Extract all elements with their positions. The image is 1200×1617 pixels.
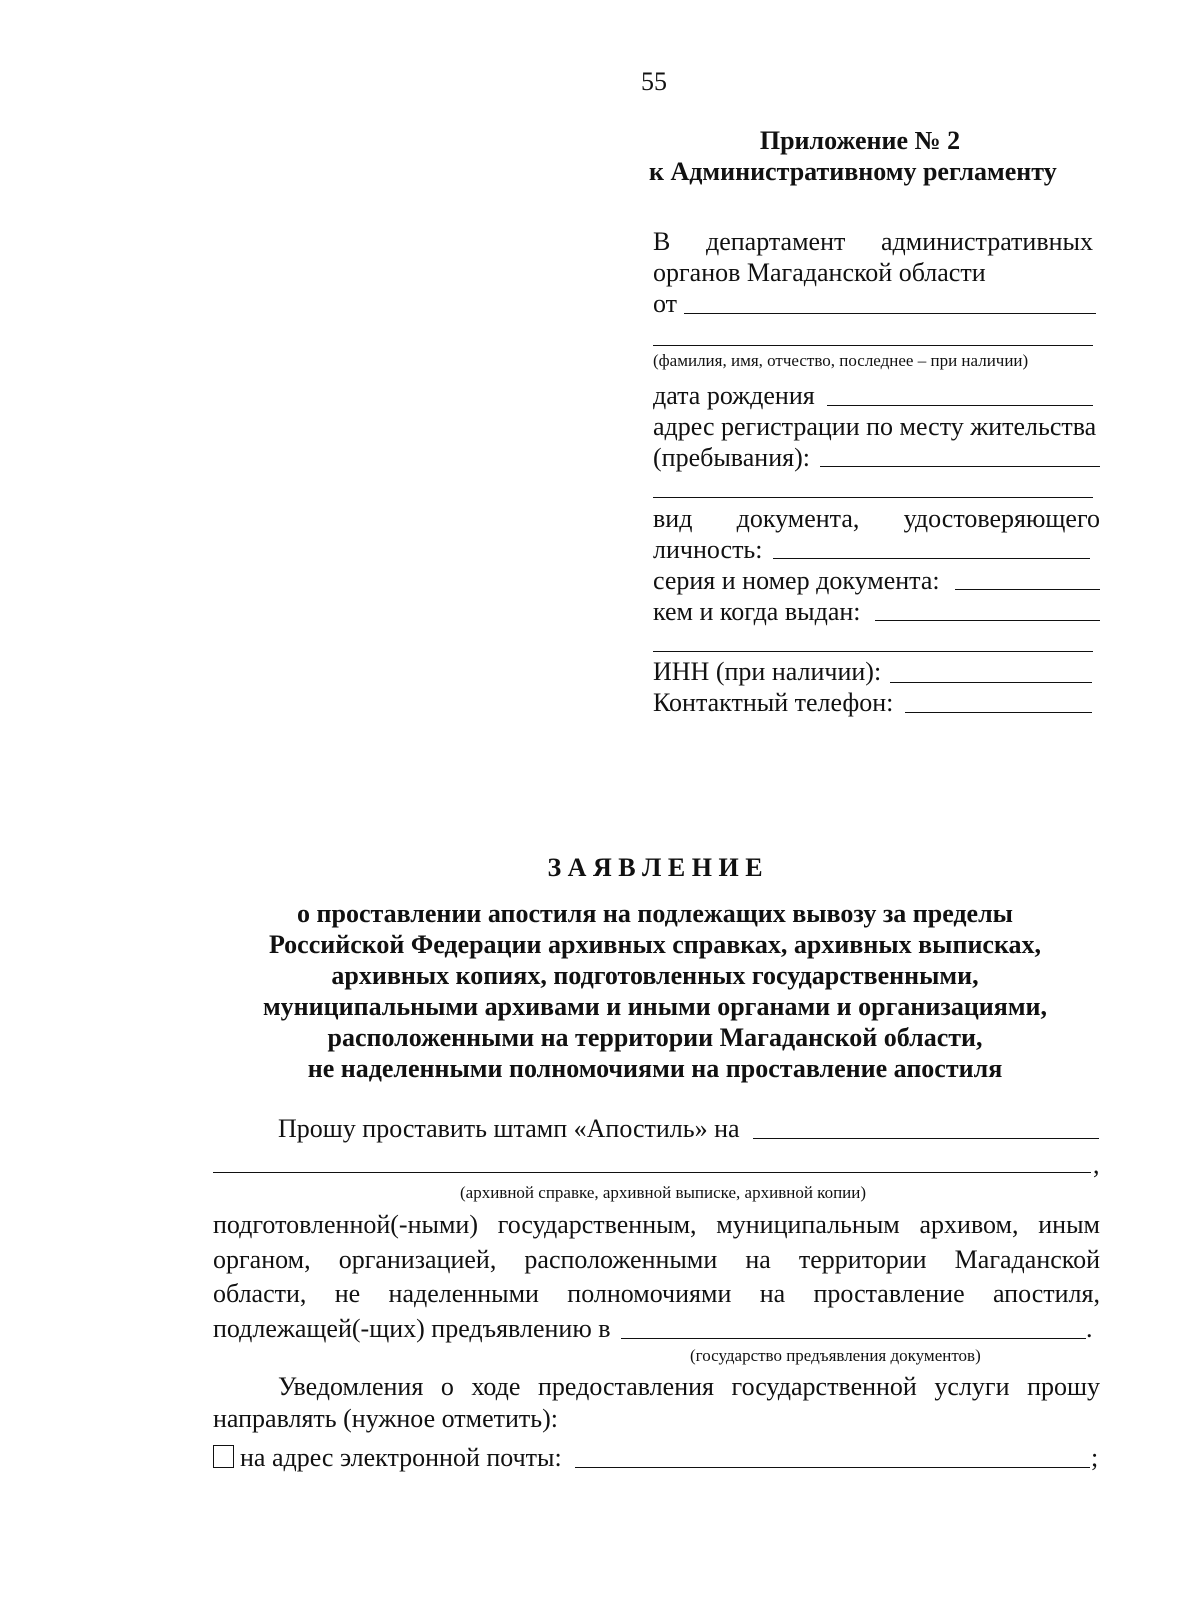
semicolon: ; <box>1091 1443 1099 1472</box>
statement-title-line-1: о проставлении апостиля на подлежащих вывозу за пределы <box>297 899 1013 928</box>
present-label: подлежащей(-щих) предъявлению в <box>213 1314 611 1343</box>
birth-date-field[interactable] <box>827 405 1093 406</box>
comma: , <box>1093 1150 1100 1179</box>
name-hint: (фамилия, имя, отчество, последнее – при наличии) <box>653 351 1029 370</box>
statement-title-line-6: не наделенными полномочиями на проставление апостиля <box>307 1054 1003 1083</box>
issued-field[interactable] <box>875 620 1100 621</box>
statement-title-line-4: муниципальными архивами и иными органами и организациями, <box>262 992 1048 1021</box>
notify-line-1: Уведомления о ходе предоставления государственной услуги прошу <box>278 1372 1100 1401</box>
request-text: Прошу проставить штамп «Апостиль» на <box>278 1114 740 1143</box>
addressee-to: В департамент административных <box>653 227 1093 256</box>
appendix-subtitle: к Административному регламенту <box>649 157 1057 186</box>
issued-label: кем и когда выдан: <box>653 597 861 626</box>
doc-series-field[interactable] <box>955 589 1100 590</box>
doc-type-label-2: личность: <box>653 535 763 564</box>
statement-title-line-2: Российской Федерации архивных справках, архивных выписках, <box>268 930 1042 959</box>
address-label: адрес регистрации по месту жительства <box>653 412 1097 441</box>
paragraph-line-2: органом, организацией, расположенными на территории Магаданской <box>213 1245 1100 1274</box>
issued-field-2[interactable] <box>653 651 1093 652</box>
phone-field[interactable] <box>905 712 1092 713</box>
document-field-2[interactable] <box>213 1172 1091 1173</box>
statement-title-line-3: архивных копиях, подготовленных государственными, <box>331 961 979 990</box>
address-field-2[interactable] <box>653 497 1093 498</box>
from-name-field[interactable] <box>684 313 1096 314</box>
doc-series-label: серия и номер документа: <box>653 566 940 595</box>
statement-title-line-5: расположенными на территории Магаданской области, <box>327 1023 983 1052</box>
statement-heading: З А Я В Л Е Н И Е <box>547 853 763 882</box>
appendix-title: Приложение № 2 <box>759 126 961 155</box>
email-field[interactable] <box>575 1467 1090 1468</box>
from-label: от <box>653 289 678 318</box>
country-hint: (государство предъявления документов) <box>690 1346 981 1365</box>
birth-label: дата рождения <box>653 381 815 410</box>
doc-type-field[interactable] <box>773 558 1090 559</box>
document-field[interactable] <box>753 1138 1099 1139</box>
address-label-2: (пребывания): <box>653 443 810 472</box>
country-field[interactable] <box>621 1338 1086 1339</box>
email-option-label: на адрес электронной почты: <box>240 1443 562 1472</box>
email-option <box>213 1442 562 1473</box>
from-name-field-2[interactable] <box>653 345 1093 346</box>
period: . <box>1086 1314 1093 1343</box>
document-hint: (архивной справке, архивной выписке, архивной копии) <box>460 1183 867 1202</box>
inn-field[interactable] <box>890 682 1092 683</box>
phone-label: Контактный телефон: <box>653 688 894 717</box>
addressee-to-2: органов Магаданской области <box>653 258 986 287</box>
page-number: 55 <box>641 67 667 96</box>
paragraph-line-3: области, не наделенными полномочиями на проставление апостиля, <box>213 1279 1100 1308</box>
doc-type-label: вид документа, удостоверяющего <box>653 504 1100 533</box>
address-field[interactable] <box>820 466 1100 467</box>
notify-line-2: направлять (нужное отметить): <box>213 1404 559 1433</box>
paragraph-line-1: подготовленной(-ными) государственным, муниципальным архивом, иным <box>213 1210 1100 1239</box>
email-checkbox[interactable] <box>213 1445 234 1468</box>
inn-label: ИНН (при наличии): <box>653 657 882 686</box>
